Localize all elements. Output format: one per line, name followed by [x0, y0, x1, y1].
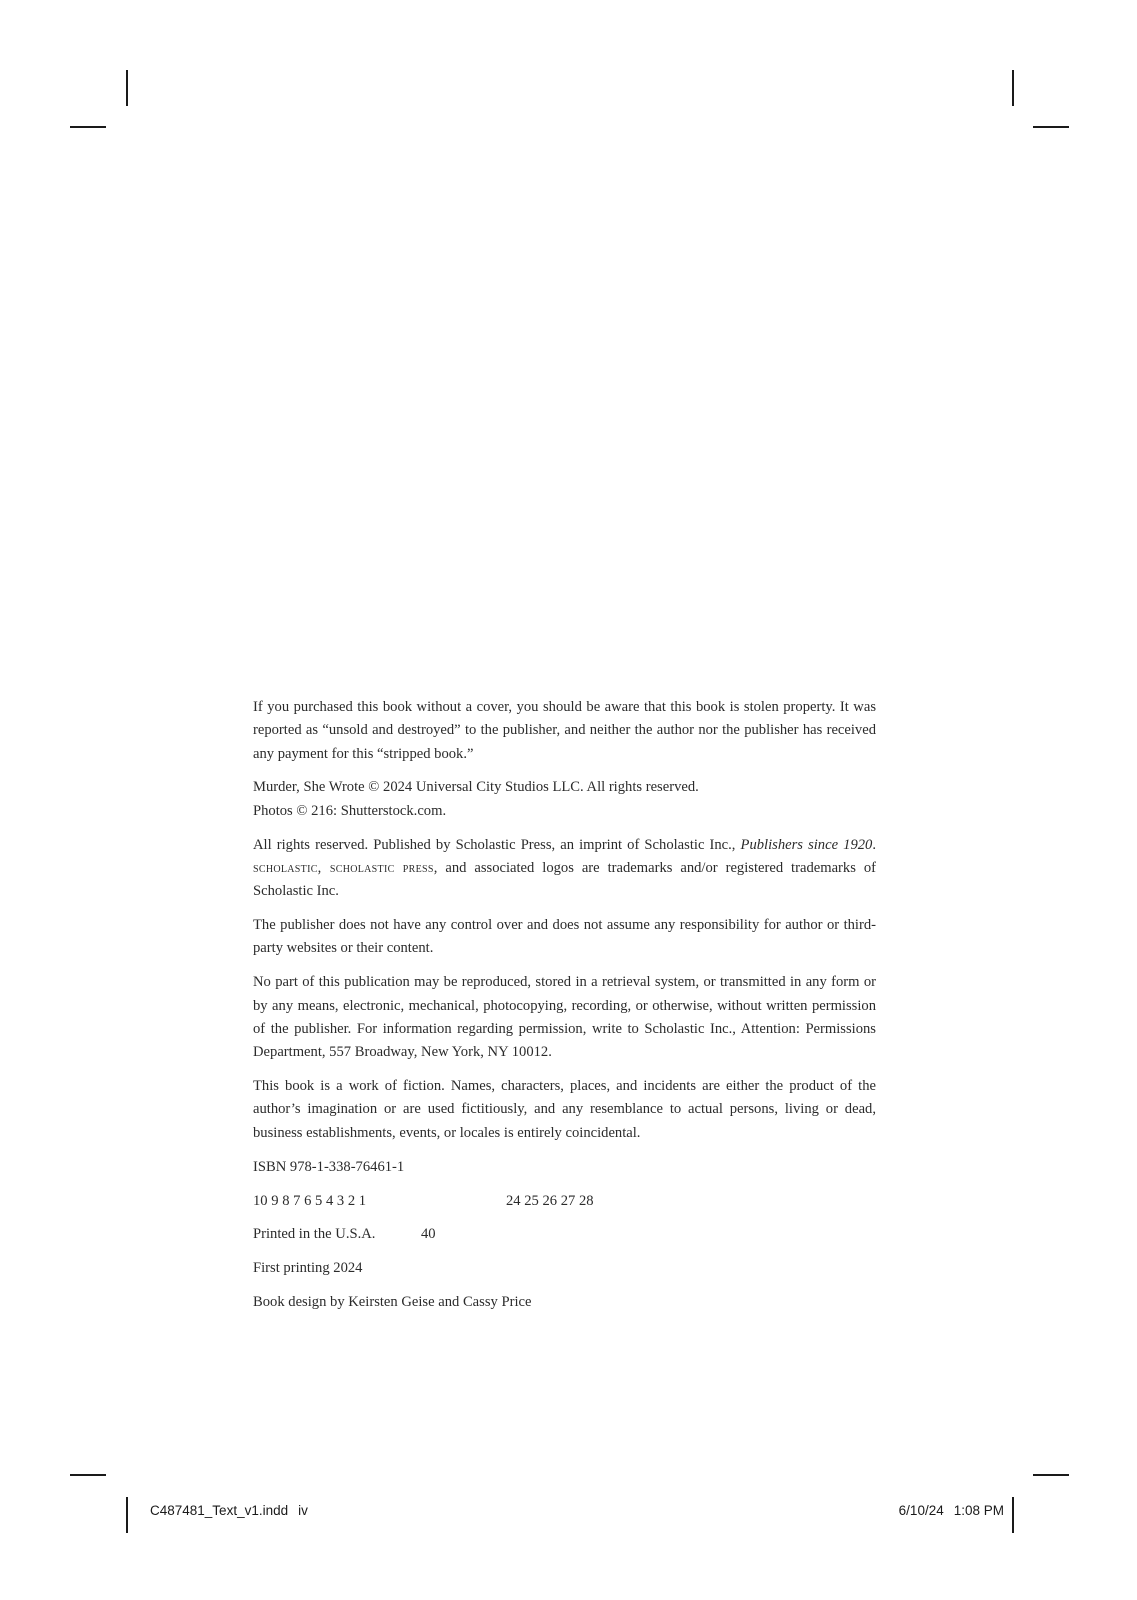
reproduction-notice: No part of this publication may be reproduced, stored in a retrieval system, or transmitted in any form or by any means, electronic, mechanical, photocopying, recording, or otherwise, without written permission of the publisher. For information regarding permission, write to Scholastic Inc., Attention: Permissions Department, 557 Broadway, New York, NY 10012.: [253, 974, 876, 1061]
rights-text-start: All rights reserved. Published by Scholastic Press, an imprint of Scholastic Inc.,: [253, 836, 741, 853]
crop-mark-bottom-left-vertical: [126, 1497, 128, 1533]
crop-mark-top-left-vertical: [126, 70, 128, 106]
printed-in-line: [253, 1223, 876, 1246]
book-design-credit: Book design by Keirsten Geise and Cassy Price: [253, 1294, 532, 1311]
rights-notice: [253, 834, 876, 904]
slug-filename: C487481_Text_v1.indd: [150, 1503, 289, 1518]
stolen-book-notice: If you purchased this book without a cover, you should be aware that this book is stolen property. It was reported as “unsold and destroyed” to the publisher, and neither the author nor the publisher has received any payment for this “stripped book.”: [253, 699, 876, 762]
isbn-line: ISBN 978-1-338-76461-1: [253, 1158, 405, 1175]
rights-smallcaps: scholastic, scholastic press: [253, 859, 434, 876]
crop-mark-bottom-right-horizontal: [1033, 1474, 1069, 1476]
crop-mark-bottom-left-horizontal: [70, 1474, 106, 1476]
slug-page: iv: [298, 1503, 308, 1518]
slug-date: 6/10/24: [898, 1503, 944, 1518]
printer-code: 40: [421, 1226, 436, 1243]
print-years: 24 25 26 27 28: [506, 1192, 594, 1209]
rights-italic: Publishers since 1920: [740, 836, 873, 853]
photos-credit-line: Photos © 216: Shutterstock.com.: [253, 802, 447, 819]
slug-time: 1:08 PM: [953, 1503, 1004, 1518]
rights-text-end: , and associated logos are trademarks and/or registered trademarks of Scholastic Inc.: [253, 859, 876, 900]
slug-file-info: [150, 1503, 308, 1518]
print-run-numbers: 10 9 8 7 6 5 4 3 2 1: [253, 1192, 367, 1209]
publisher-control-notice: The publisher does not have any control over and does not assume any responsibility for author or third-party websites or their content.: [253, 917, 876, 957]
fiction-disclaimer: This book is a work of fiction. Names, characters, places, and incidents are either the product of the author’s imagination or are used fictitiously, and any resemblance to actual persons, living or dead, business establishments, events, or locales is entirely coincidental.: [253, 1078, 876, 1141]
copyright-line: Murder, She Wrote © 2024 Universal City Studios LLC. All rights reserved.: [253, 779, 699, 796]
crop-mark-bottom-right-vertical: [1012, 1497, 1014, 1533]
copyright-page-text: [253, 696, 876, 1325]
printed-in-country: Printed in the U.S.A.: [253, 1226, 376, 1243]
crop-mark-top-right-horizontal: [1033, 126, 1069, 128]
print-run-line: [253, 1190, 876, 1213]
copyright-block: [253, 776, 876, 823]
slug-timestamp: [899, 1503, 1004, 1518]
rights-period: .: [872, 836, 876, 853]
crop-mark-top-right-vertical: [1012, 70, 1014, 106]
crop-mark-top-left-horizontal: [70, 126, 106, 128]
first-printing-line: First printing 2024: [253, 1260, 363, 1277]
